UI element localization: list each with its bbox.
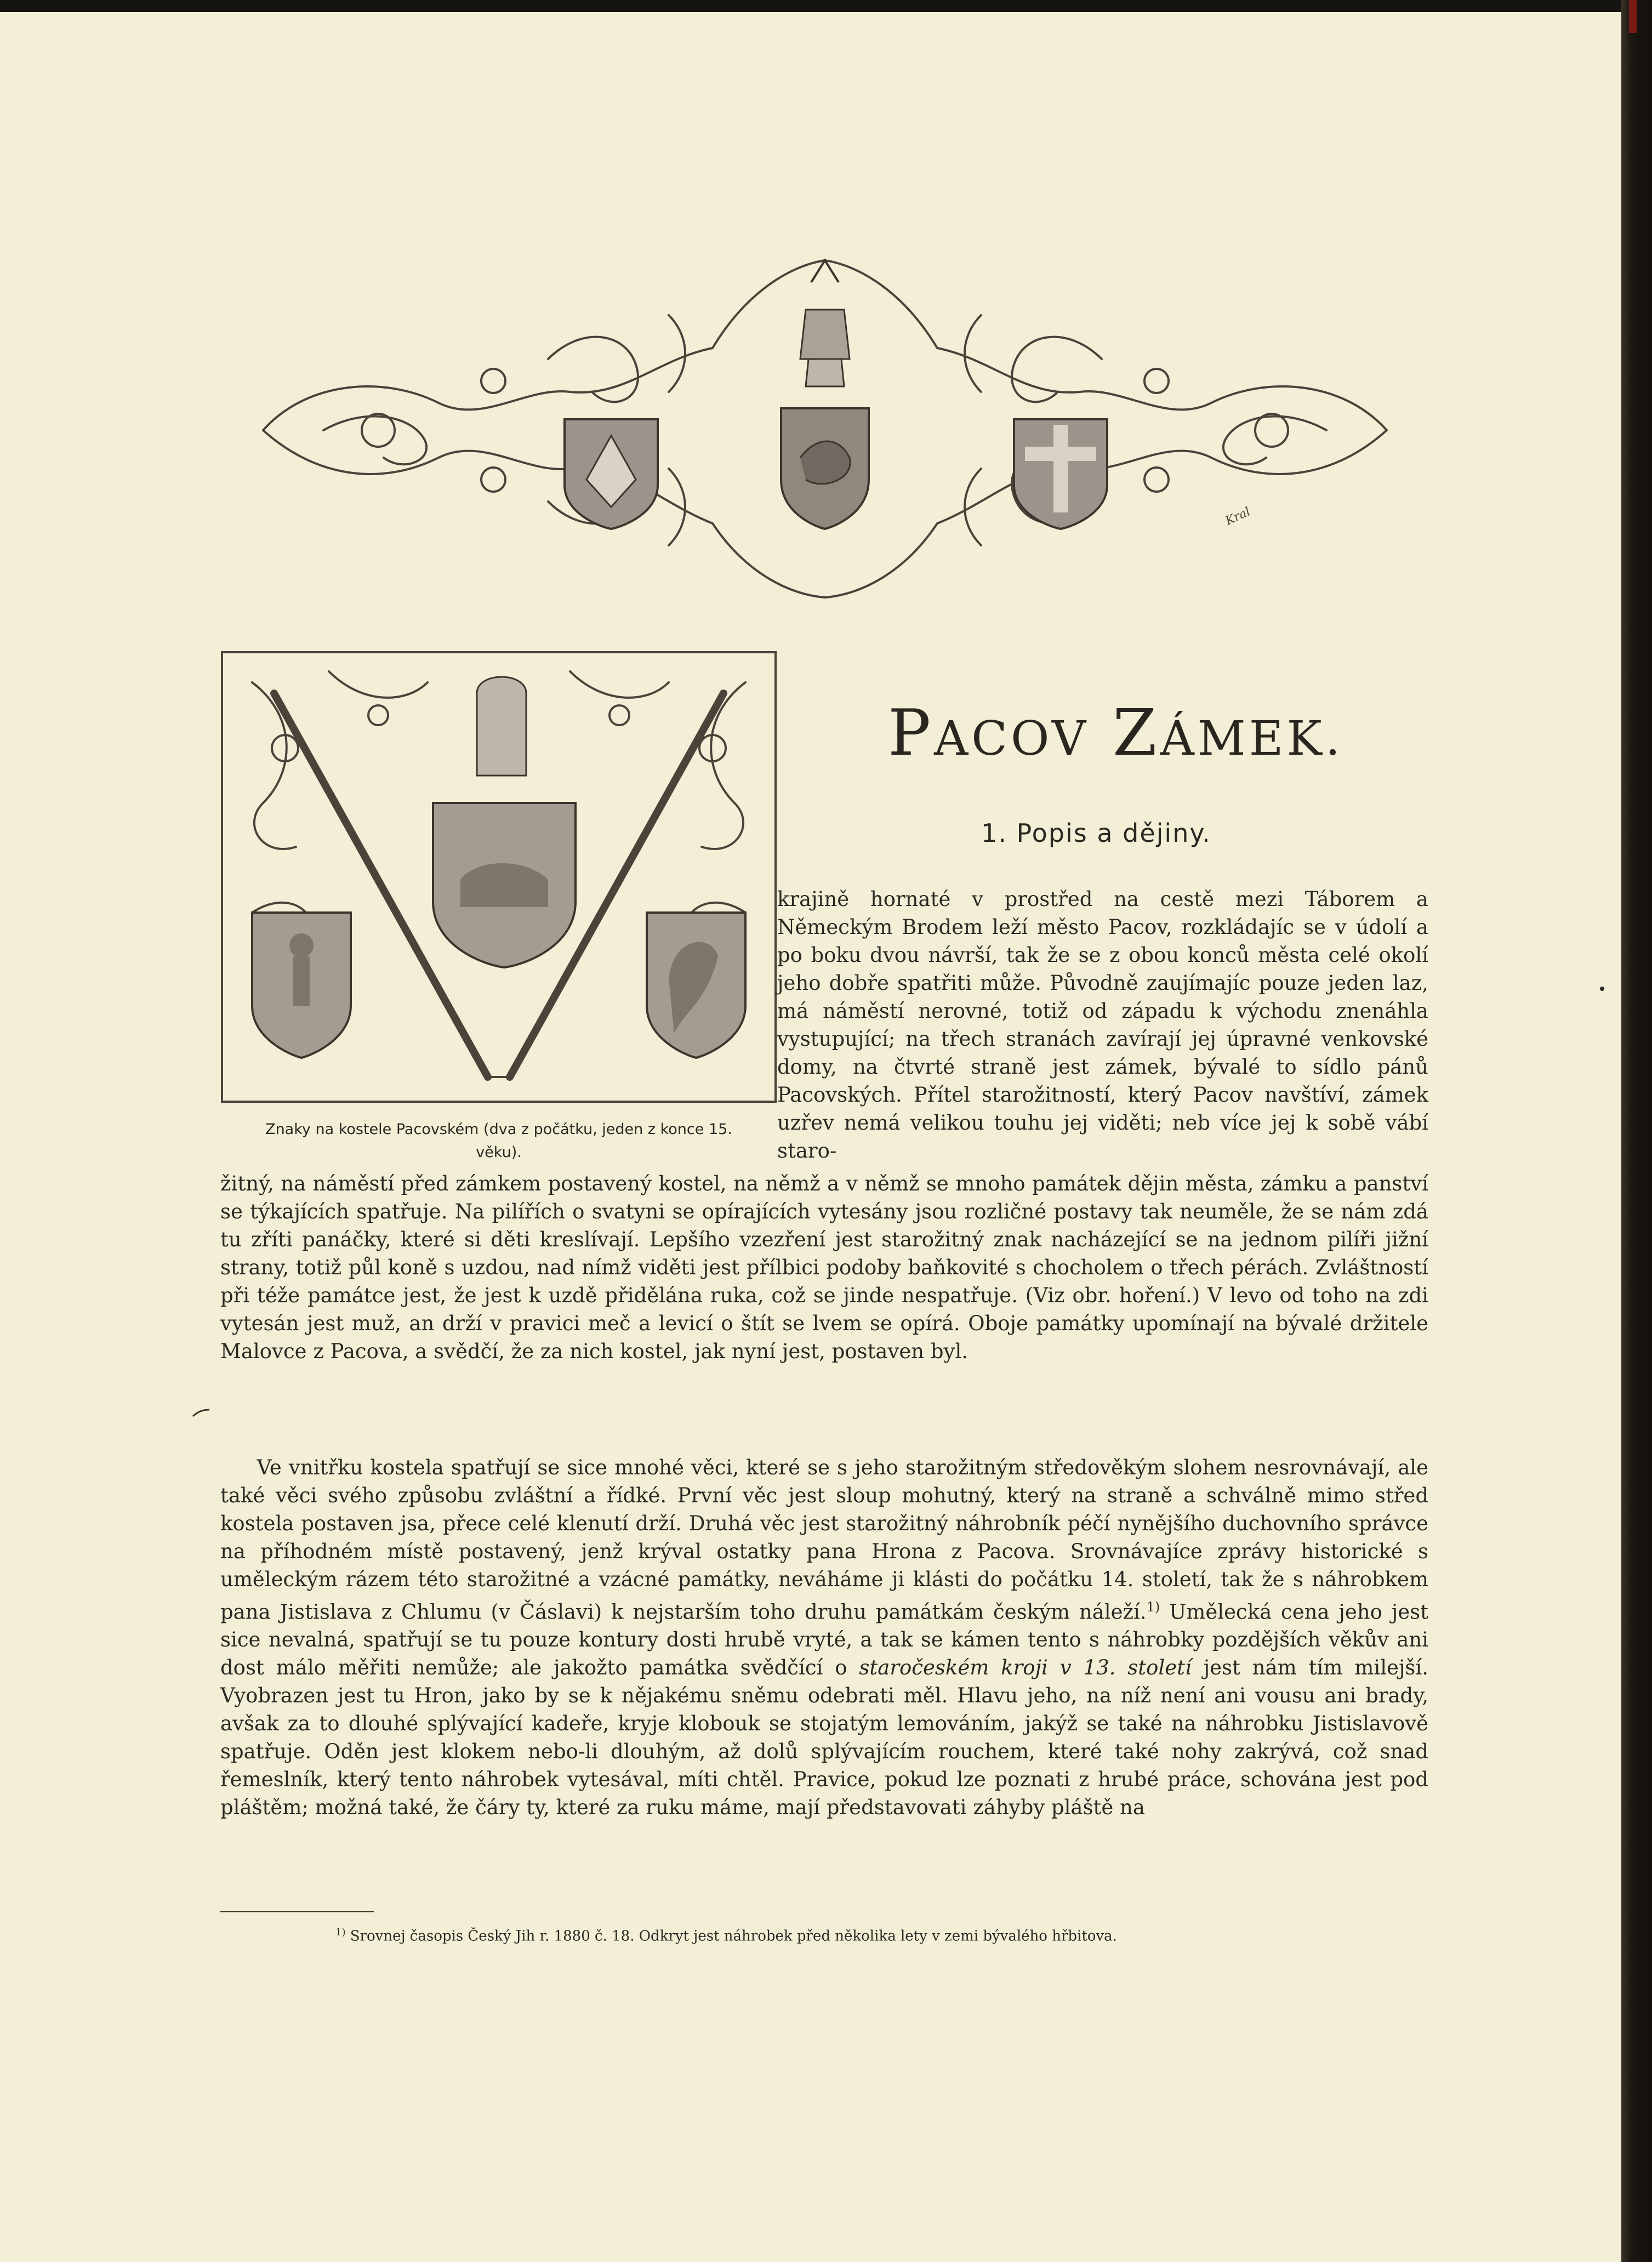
footnote: [335, 1923, 1377, 1946]
margin-mark: [192, 1409, 210, 1417]
italic-phrase: staročeském kroji v 13. století: [859, 1656, 1192, 1680]
artist-signature: Kral: [1223, 505, 1253, 528]
footnote-text: Srovnej časopis Český Jih r. 1880 č. 18. Odkryt jest náhrobek před několika lety v zemi bývalého hřbitova.: [345, 1928, 1117, 1945]
body-paragraph-continued: žitný, na náměstí před zámkem postavený kostel, na němž a v němž se mnoho památek dějin města, zámku a panství se týkajících spatřuje. Na pilířích o svatyni se opírajících vytesány jsou rozličné postavy tak neuměle, že se nám zdá tu zříti panáčky, které si děti kreslívají. Lepšího vzezření jest starožitný znak nacházející se na jednom pilíři jižní strany, totiž půl koně s uzdou, nad nímž viděti jest přílbici podoby baňkovité s chocholem o třech pérách. Zvláštností při téže památce jest, že jest k uzdě přidělána ruka, což se jinde nespatřuje. (Viz obr. hoření.) V levo od toho na zdi vytesán jest muž, an drží v pravici meč a levicí o štít se lvem se opírá. Oboje památky upomínají na bývalé držitele Malovce z Pacova, a svědčí, že za nich kostel, jak nyní jest, postaven byl.: [220, 1172, 1428, 1363]
body-column-paragraph: krajině hornaté v prostřed na cestě mezi Táborem a Německým Brodem leží město Pacov, rozkládajíc se v údolí a po boku dvou návrší, tak že se z obou konců města celé okolí jeho dobře spatřiti může. Původně zaujímajíc pouze jeden laz, má náměstí nerovné, totiž od západu k východu znenáhla vystupující; na třech stranách zavírají jej úpravné venkovské domy, na čtvrté straně jest zámek, bývalé to sídlo pánů Pacovských. Přítel starožitností, který Pacov navštíví, zámek uzřev nemá velikou touhu jej viděti; neb více jej k sobě vábí staro-: [777, 887, 1428, 1163]
footnote-rule: [220, 1911, 374, 1912]
title-initial: Z: [1112, 696, 1160, 770]
title-word: ACOV: [934, 711, 1090, 766]
paragraph-text: Umělecká cena jeho jest sice nevalná, spatřují se tu pouze kontury dosti hrubě vryté, a tak se kámen tento s náhrobky pozdějších věkův ani dost málo měřiti nemůže; ale jakožto památka svědčící o: [220, 1600, 1428, 1680]
page-title: [888, 696, 1436, 770]
title-initial: P: [888, 696, 935, 770]
ornamental-headpiece: [241, 249, 1409, 600]
top-scan-border: [0, 0, 1652, 12]
ornamental-initial: [219, 649, 778, 1104]
paragraph-text: Ve vnitřku kostela spatřují se sice mnohé věci, které se s jeho starožitným středověkým slohem nesrovnávají, ale také věci svého způsobu zvláštní a řídké. První věc jest sloup mohutný, který na straně a schválně mimo střed kostela postaven jsa, přece celé klenutí drží. Druhá věc jest starožitný náhrobník péčí nynějšího duchovního správce na příhodném místě postavený, jenž krýval ostatky pana Hrona z Pacova. Srovnávajíce zprávy historické s uměleckým rázem této starožitné a vzácné památky, neváháme ji klásti do počátku 14. století, tak že s náhrobkem pana Jistislava z Chlumu (v Čáslavi) k nejstarším toho druhu památkám českým náleží.: [220, 1456, 1428, 1624]
margin-dot: [1600, 987, 1604, 991]
title-word: ÁMEK.: [1160, 711, 1344, 766]
paragraph-text: jest nám tím milejší. Vyobrazen jest tu Hron, jako by se k nějakému sněmu odebrati měl. Hlavu jeho, na níž není ani vousu ani brady, avšak za to dlouhé splývající kadeře, kryje klobouk se stojatým lemováním, jakýž se také na náhrobku Jistislavově spatřuje. Oděn jest klokem nebo-li dlouhým, až dolů splývajícím rouchem, které také nohy zakrývá, což snad řemeslník, který tento náhrobek vytesával, míti chtěl. Pravice, pokud lze poznati z hrubé práce, schována jest pod pláštěm; možná také, že čáry ty, které za ruku máme, mají představovati záhyby pláště na: [220, 1656, 1429, 1820]
figure-caption: Znaky na kostele Pacovském (dva z počátku, jeden z konce 15. věku).: [265, 1121, 732, 1161]
body-paragraph: [220, 1454, 1428, 1821]
footnote-marker: 1): [335, 1927, 346, 1938]
footnote-reference: 1): [1146, 1599, 1160, 1615]
right-scan-edge: [1621, 0, 1652, 2262]
page-edge-mark: [1629, 0, 1637, 33]
section-heading: 1. Popis a dějiny.: [981, 818, 1211, 848]
